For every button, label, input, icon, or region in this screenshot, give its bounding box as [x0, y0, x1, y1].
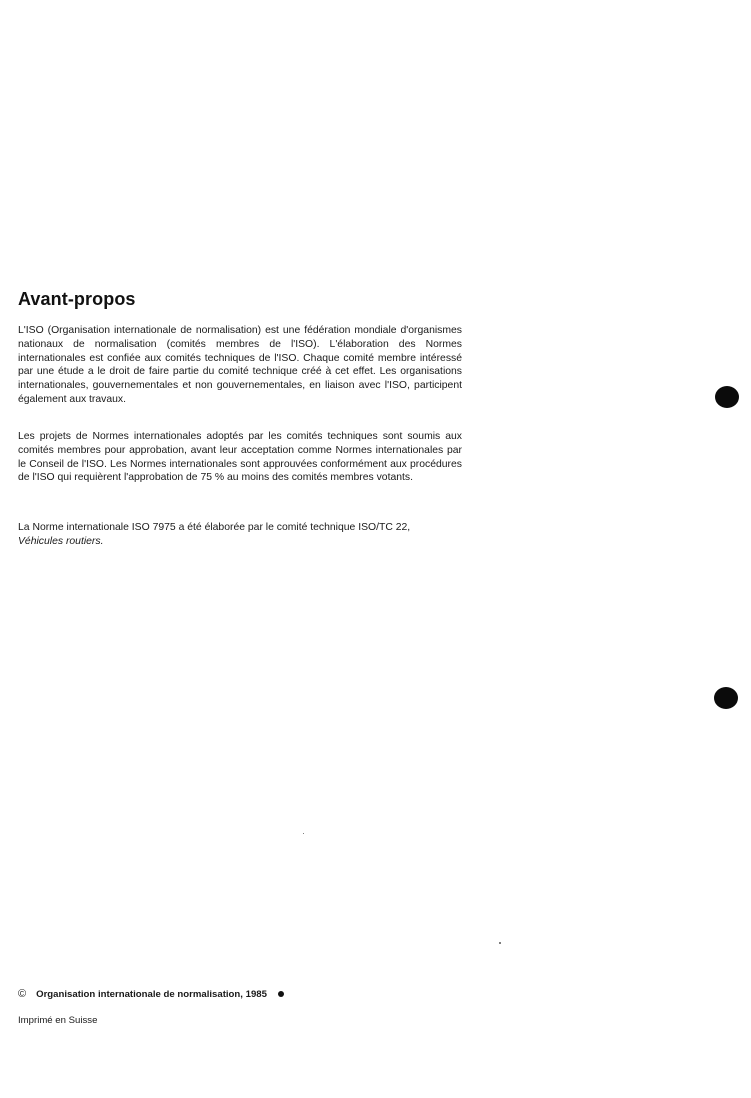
copyright-line	[18, 988, 284, 1000]
page-title: Avant-propos	[18, 289, 136, 309]
paragraph-iso-description: L'ISO (Organisation internationale de normalisation) est une fédération mondiale d'organismes nationaux de normalisation (comités membres de l'ISO). L'élaboration des Normes internationales est confiée aux comités techniques de l'ISO. Chaque comité membre intéressé par une étude a le droit de faire partie du comité technique créé à cet effet. Les organisations internationales, gouvernementales et non gouvernementales, en liaison avec l'ISO, participent également aux travaux.	[18, 325, 462, 405]
scan-speck	[499, 942, 501, 944]
punch-hole-top	[715, 386, 739, 408]
scan-speck	[303, 833, 304, 834]
punch-hole-bottom	[714, 687, 738, 709]
printed-in-text: Imprimé en Suisse	[18, 1015, 98, 1026]
paragraph-technical-committee	[18, 521, 462, 549]
committee-statement: La Norme internationale ISO 7975 a été élaborée par le comité technique ISO/TC 22,	[18, 522, 411, 533]
committee-name: Véhicules routiers.	[18, 535, 104, 547]
bullet-dot-icon	[278, 991, 284, 997]
copyright-icon: ©	[18, 988, 27, 1000]
paragraph-approval-process: Les projets de Normes internationales adoptés par les comités techniques sont soumis aux comités membres pour approbation, avant leur acceptation comme Normes internationales par le Conseil de l'ISO. Les Normes internationales sont approuvées conformément aux procédures de l'ISO qui requièrent l'approbation de 75 % au moins des comités membres votants.	[18, 431, 462, 484]
copyright-text: Organisation internationale de normalisation, 1985	[36, 988, 267, 1000]
